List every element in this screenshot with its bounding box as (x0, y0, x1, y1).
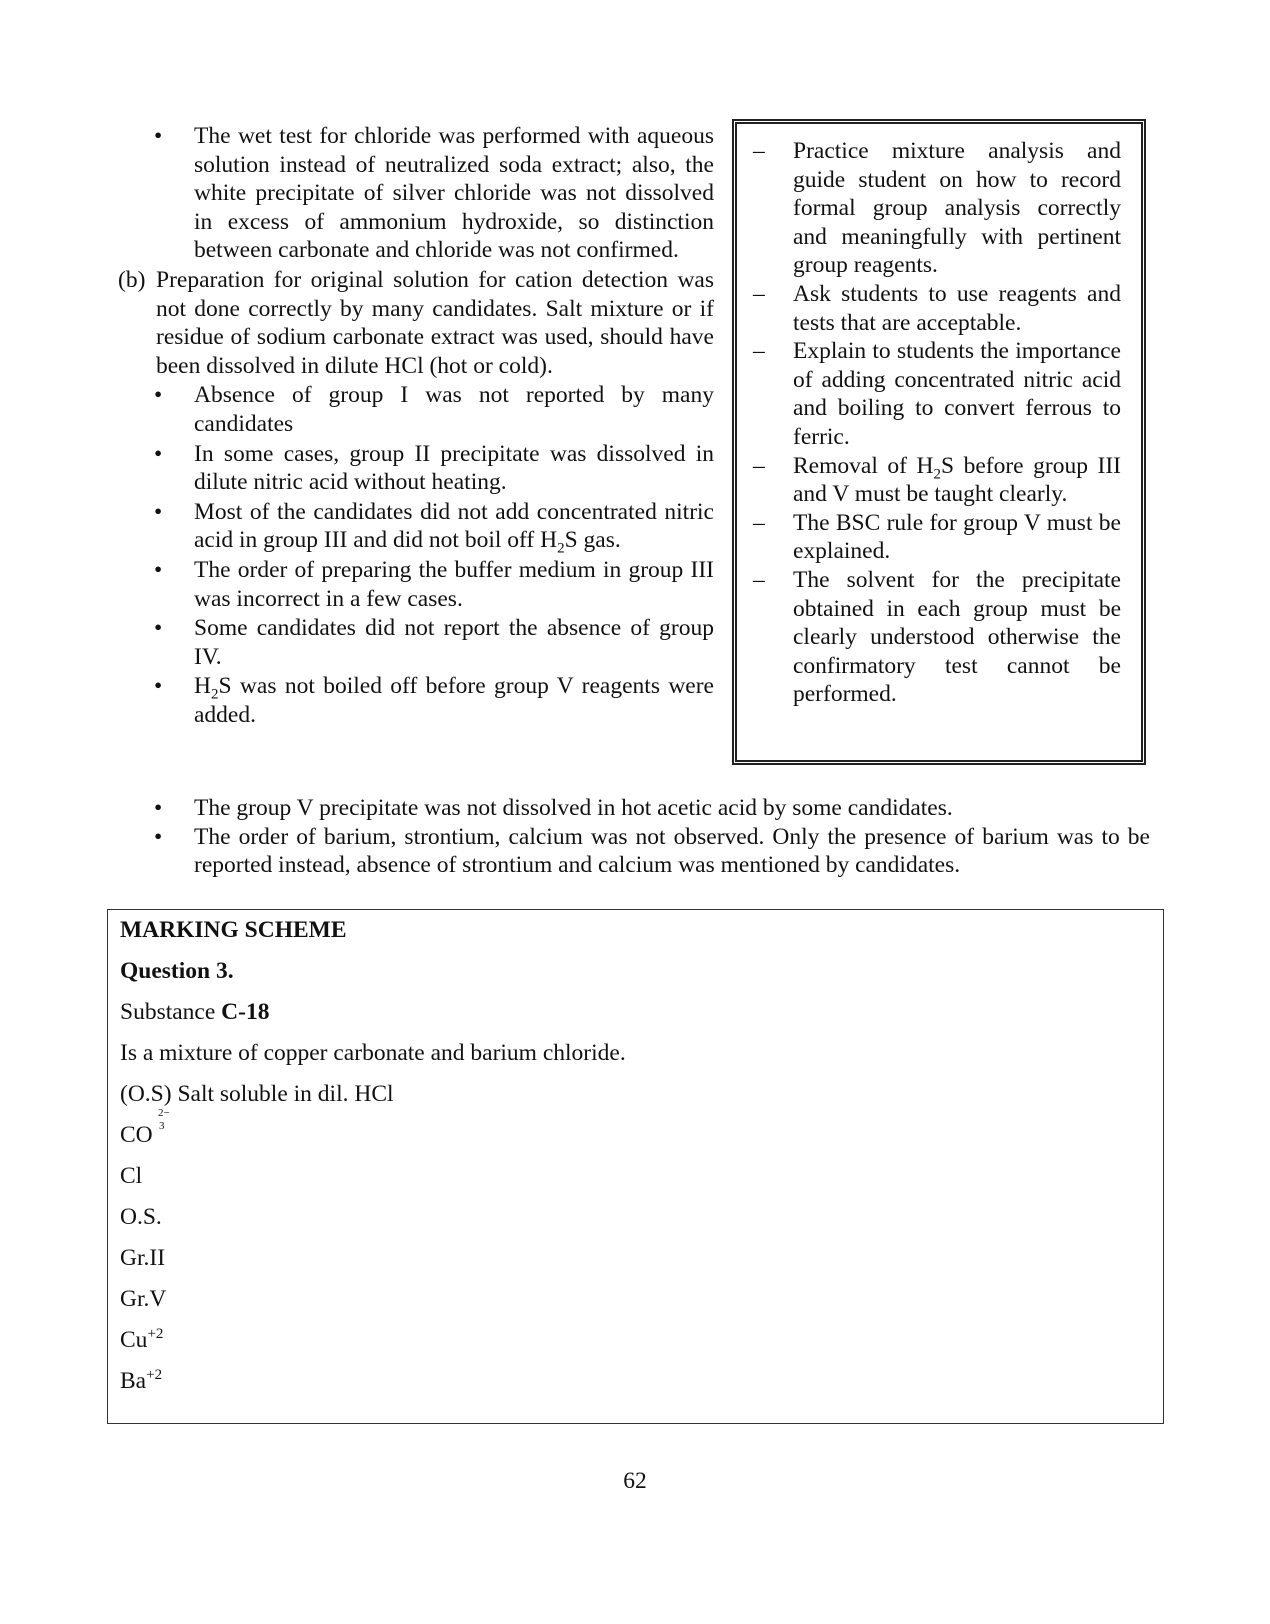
marking-scheme-table (107, 909, 1164, 1424)
dash-icon: – (753, 338, 765, 365)
os-row: O.S. (120, 1204, 162, 1230)
bullet-text: The group V precipitate was not dissolved in hot acetic acid by some candidates. (194, 795, 953, 821)
list-item (118, 614, 714, 671)
teaching-tips-box (732, 119, 1146, 765)
bullet-icon: • (154, 823, 163, 850)
bullet-text: Some candidates did not report the absence of group IV. (194, 615, 714, 670)
bullet-text: Absence of group I was not reported by many candidates (194, 382, 714, 437)
list-item (118, 440, 714, 497)
tip-text: The BSC rule for group V must be explained. (793, 509, 1121, 565)
tip-item (749, 137, 1121, 280)
tip-item (749, 337, 1121, 451)
question-title: Question 3. (120, 958, 234, 984)
group-v-row: Gr.V (120, 1286, 167, 1312)
bullet-icon: • (154, 498, 163, 525)
list-item (118, 672, 714, 729)
list-item (118, 498, 714, 555)
paragraph-text: Preparation for original solution for cation detection was not done correctly by many candidates. Salt mixture or if residue of sodium carbonate extract was used, should have been dissolved in dilute HCl (hot or cold). (156, 266, 714, 379)
bullet-text: The order of barium, strontium, calcium was not observed. Only the presence of barium was to be reported instead, absence of strontium and calcium was mentioned by candidates. (194, 823, 1150, 879)
left-column (118, 122, 714, 730)
tip-text: The solvent for the precipitate obtained in each group must be clearly understood otherwise the confirmatory test cannot be performed. (793, 566, 1121, 708)
tip-item (749, 566, 1121, 709)
tip-text: Practice mixture analysis and guide student on how to record formal group analysis correctly and meaningfully with pertinent group reagents. (793, 138, 1121, 279)
original-solution-line: (O.S) Salt soluble in dil. HCl (120, 1081, 394, 1107)
tip-item (749, 452, 1121, 509)
bullet-icon: • (154, 673, 163, 700)
bullet-text: The order of preparing the buffer medium in group III was incorrect in a few cases. (194, 556, 714, 612)
substance-line: Substance C-18 (120, 999, 270, 1025)
list-item (118, 122, 714, 265)
list-item (118, 794, 1150, 823)
bullet-text: Most of the candidates did not add concentrated nitric acid in group III and did not boil off $H_2S$ gas. (194, 498, 714, 557)
dash-icon: – (753, 452, 765, 479)
mixture-description: Is a mixture of copper carbonate and barium chloride. (120, 1040, 626, 1066)
bullet-text: The wet test for chloride was performed with aqueous solution instead of neutralized soda extract; also, the white precipitate of silver chloride was not dissolved in excess of ammonium hydroxide, so distinction between carbonate and chloride was not confirmed. (194, 123, 714, 264)
bullet-icon: • (154, 440, 163, 467)
carbonate-row: CO 2− 3 (120, 1107, 170, 1148)
bullet-icon: • (154, 795, 163, 821)
list-item (118, 381, 714, 438)
tip-item (749, 509, 1121, 566)
tip-item (749, 280, 1121, 337)
tip-text: Explain to students the importance of adding concentrated nitric acid and boiling to convert ferrous to ferric. (793, 338, 1121, 450)
barium-ion-row: $Ba^{+2}$ (120, 1367, 163, 1394)
tip-text: Removal of $H_2S$ before group III and V must be taught clearly. (793, 452, 1122, 508)
page-number: 62 (623, 1468, 647, 1494)
bullet-icon: • (154, 615, 163, 642)
tip-text: Ask students to use reagents and tests that are acceptable. (793, 280, 1121, 336)
scheme-heading: MARKING SCHEME (120, 917, 347, 943)
chloride-row: Cl (120, 1163, 143, 1189)
group-v-issues-list (118, 794, 1150, 880)
list-item (118, 556, 714, 613)
dash-icon: – (753, 566, 765, 593)
cation-issues-list (118, 381, 714, 729)
paragraph-label: (b) (118, 266, 146, 293)
dash-icon: – (753, 509, 765, 536)
group-ii-row: Gr.II (120, 1245, 166, 1271)
dash-icon: – (753, 138, 765, 164)
bullet-text: In some cases, group II precipitate was dissolved in dilute nitric acid without heating. (194, 440, 714, 496)
copper-ion-row: $Cu^{+2}$ (120, 1326, 164, 1353)
bullet-icon: • (154, 556, 163, 583)
paragraph-b (118, 266, 714, 380)
list-item (118, 823, 1150, 880)
bullet-icon: • (154, 382, 163, 409)
bullet-text: $H_2S$ was not boiled off before group V reagents were added. (194, 673, 714, 728)
bullet-icon: • (154, 123, 163, 149)
dash-icon: – (753, 280, 765, 307)
